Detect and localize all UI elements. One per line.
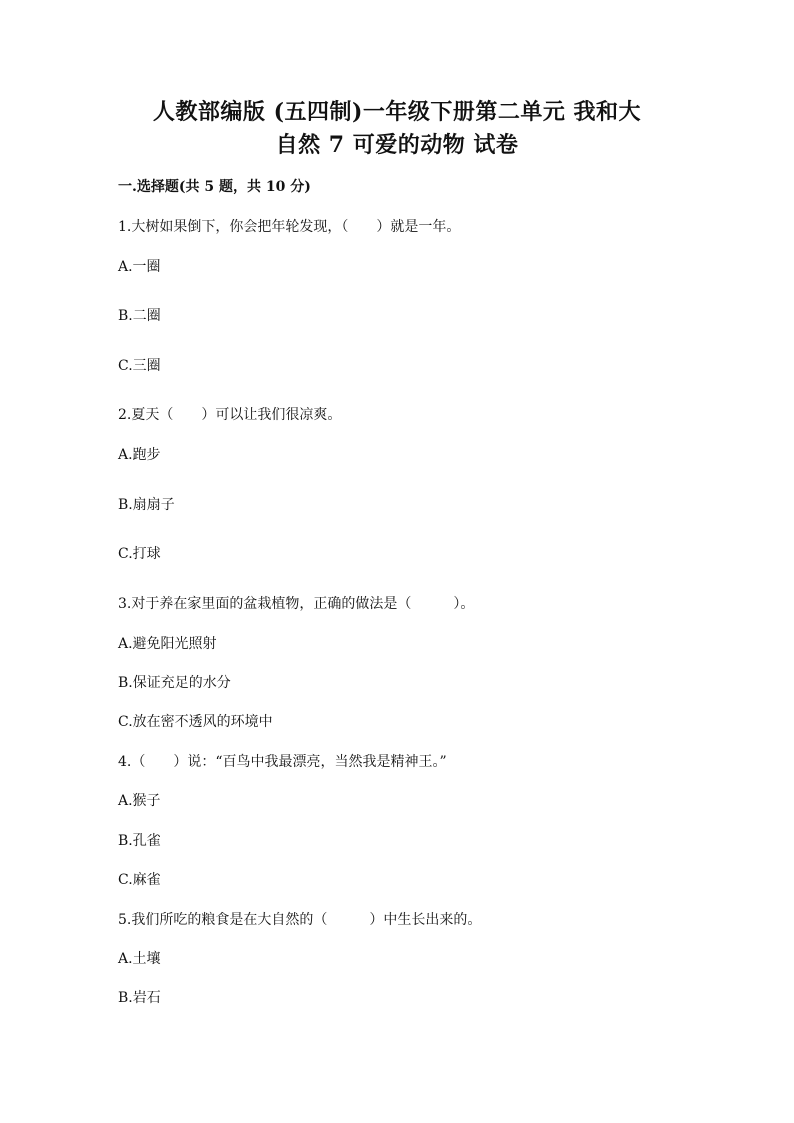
- question-2-option-b: B.扇扇子: [118, 497, 175, 513]
- question-3-option-b: B.保证充足的水分: [118, 675, 231, 691]
- title-line-2: 自然 7 可爱的动物 试卷: [275, 132, 519, 158]
- question-5-option-b: B.岩石: [118, 990, 161, 1006]
- question-1-option-a: A.一圈: [118, 259, 161, 275]
- question-1-option-c: C.三圈: [118, 358, 161, 374]
- question-3-stem: 3.对于养在家里面的盆栽植物，正确的做法是（ ）。: [118, 596, 475, 612]
- question-5-option-a: A.土壤: [118, 951, 161, 967]
- question-4-option-c: C.麻雀: [118, 872, 161, 888]
- question-5-stem: 5.我们所吃的粮食是在大自然的（ ）中生长出来的。: [118, 912, 482, 928]
- question-1-option-b: B.二圈: [118, 308, 161, 324]
- question-2-stem: 2.夏天（ ）可以让我们很凉爽。: [118, 407, 342, 423]
- title-line-1: 人教部编版 (五四制)一年级下册第二单元 我和大: [152, 99, 642, 125]
- question-4-stem: 4.（ ）说：“百鸟中我最漂亮，当然我是精神王。”: [118, 754, 447, 770]
- question-2-option-c: C.打球: [118, 546, 161, 562]
- question-1-stem: 1.大树如果倒下，你会把年轮发现，（ ）就是一年。: [118, 219, 461, 235]
- question-3-option-a: A.避免阳光照射: [118, 636, 217, 652]
- question-3-option-c: C.放在密不透风的环境中: [118, 714, 273, 730]
- question-2-option-a: A.跑步: [118, 447, 161, 463]
- question-4-option-a: A.猴子: [118, 793, 161, 809]
- section-heading: 一.选择题(共 5 题，共 10 分): [118, 179, 311, 195]
- question-4-option-b: B.孔雀: [118, 833, 161, 849]
